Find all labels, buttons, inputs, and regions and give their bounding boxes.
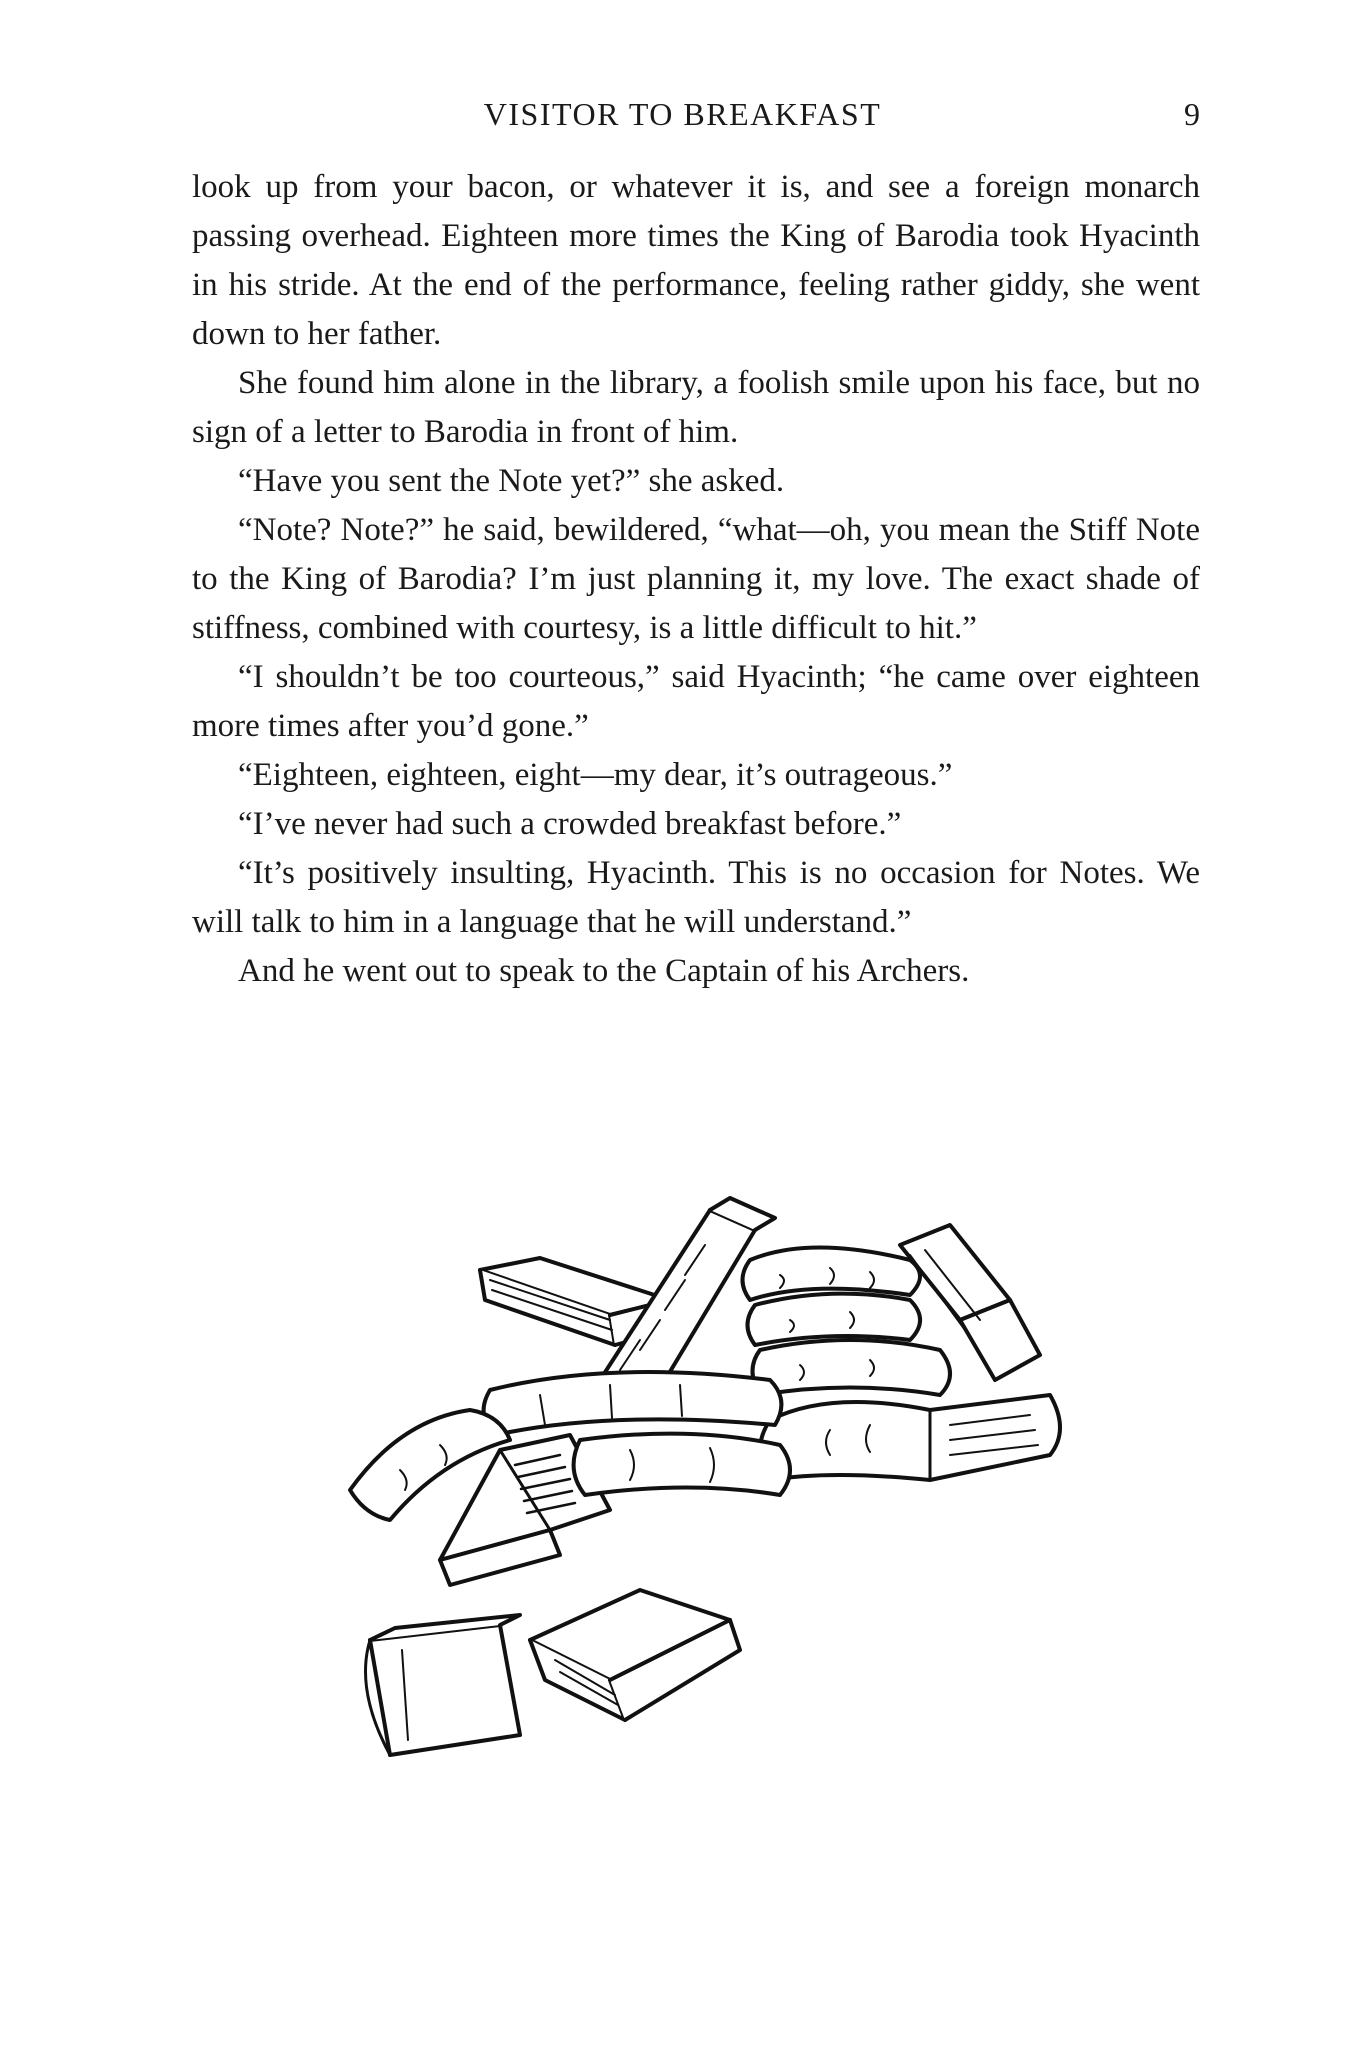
book-lower-spine bbox=[574, 1434, 790, 1495]
book-stack-spines bbox=[743, 1248, 951, 1396]
paragraph: “Note? Note?” he said, bewildered, “what—oh, you mean the Stiff Note to the King of Barodia? I’m just planning it, my love. The exact shade of stiffness, combined with courtesy, is a little difficult to hit.” bbox=[192, 512, 1200, 646]
paragraph-continuation: look up from your bacon, or whatever it is, and see a foreign monarch passing overhead. Eighteen more times the King of Barodia took Hyacinth in his stride. At the end of the performance, feeling rather giddy, she went down to her father. bbox=[192, 169, 1200, 352]
paragraph: And he went out to speak to the Captain of his Archers. bbox=[238, 953, 970, 989]
book-bottom-left bbox=[366, 1615, 521, 1755]
page-number: 9 bbox=[1184, 96, 1200, 132]
running-head bbox=[0, 92, 1365, 136]
body-text bbox=[192, 163, 1200, 996]
pile-of-books-illustration bbox=[310, 1180, 1110, 1770]
paragraph: “Eighteen, eighteen, eight—my dear, it’s outrageous.” bbox=[238, 757, 953, 793]
book-center-spine bbox=[484, 1372, 782, 1435]
book-right-lying bbox=[760, 1395, 1060, 1480]
book-bottom-center bbox=[530, 1590, 740, 1720]
paragraph: She found him alone in the library, a foolish smile upon his face, but no sign of a letter to Barodia in front of him. bbox=[192, 365, 1200, 450]
paragraph: “Have you sent the Note yet?” she asked. bbox=[238, 463, 785, 499]
paragraph: “I’ve never had such a crowded breakfast before.” bbox=[238, 806, 902, 842]
paragraph: “It’s positively insulting, Hyacinth. This is no occasion for Notes. We will talk to him in a language that he will understand.” bbox=[192, 855, 1200, 940]
paragraph: “I shouldn’t be too courteous,” said Hyacinth; “he came over eighteen more times after you’d gone.” bbox=[192, 659, 1200, 744]
running-title: VISITOR TO BREAKFAST bbox=[483, 96, 882, 132]
